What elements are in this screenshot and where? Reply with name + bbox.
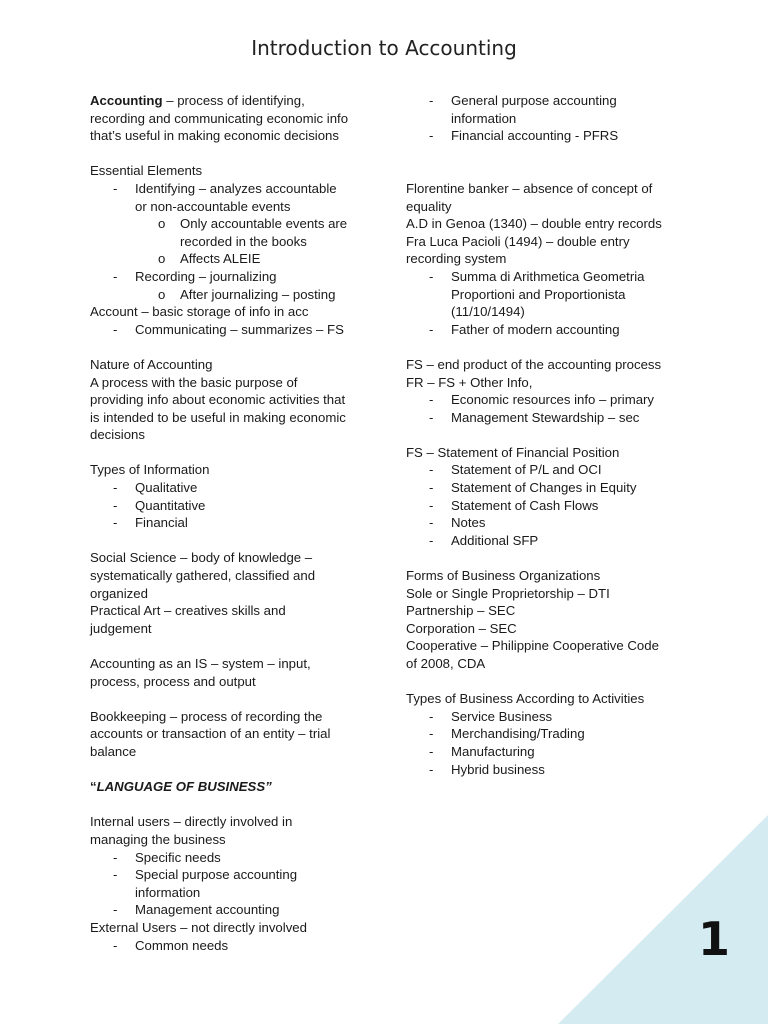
list-item: - Management accounting	[90, 901, 370, 919]
text-line: of 2008, CDA	[406, 656, 486, 671]
list-item: - Financial	[90, 514, 370, 532]
text-line: Bookkeeping – process of recording the	[90, 708, 323, 724]
text-line: Account – basic storage of info in acc	[90, 304, 309, 320]
right-column	[406, 92, 696, 778]
text-line: (11/10/1494)	[451, 304, 525, 320]
text-line: External Users – not directly involved	[90, 919, 307, 935]
list-item: - Communicating – summarizes – FS	[90, 321, 370, 339]
text-line: managing the business	[90, 831, 226, 847]
sub-list-item: o Only accountable events are	[158, 216, 348, 232]
text-line: Proportioni and Proportionista	[451, 286, 626, 302]
text-line: Practical Art – creatives skills and	[90, 603, 286, 619]
text-line: FS – Statement of Financial Position	[406, 444, 620, 460]
text-line: Social Science – body of knowledge –	[90, 550, 313, 566]
language-of-business: “LANGUAGE OF BUSINESS”	[90, 779, 272, 795]
text-line: equality	[406, 198, 452, 214]
page-title: Introduction to Accounting	[251, 36, 517, 60]
text-line: A.D in Genoa (1340) – double entry records	[406, 216, 662, 232]
list-item: - Special purpose accounting	[90, 866, 370, 884]
list-item: - Notes	[406, 514, 696, 532]
text-line: Fra Luca Pacioli (1494) – double entry	[406, 233, 630, 249]
text-line: Sole or Single Proprietorship – DTI	[406, 585, 610, 601]
section-heading: Nature of Accounting	[90, 356, 213, 372]
list-item: - Merchandising/Trading	[406, 725, 696, 743]
text-line: Corporation – SEC	[406, 620, 517, 636]
text-line: FS – end product of the accounting process	[406, 356, 662, 372]
sub-list-item: o After journalizing – posting	[158, 286, 336, 302]
text-line: is intended to be useful in making economic	[90, 409, 346, 425]
text-line: balance	[90, 743, 137, 759]
list-item: - Quantitative	[90, 497, 370, 515]
sub-list-item: o Affects ALEIE	[158, 251, 261, 267]
list-item: - Qualitative	[90, 479, 370, 497]
list-item: - Manufacturing	[406, 743, 696, 761]
text-line: Internal users – directly involved in	[90, 814, 293, 830]
text-line: providing info about economic activities that	[90, 392, 346, 408]
list-item: - Statement of Cash Flows	[406, 497, 696, 515]
text-line: that’s useful in making economic decisions	[90, 128, 339, 144]
text-line: information	[451, 110, 517, 126]
text-line: recording system	[406, 251, 507, 267]
text-line: Cooperative – Philippine Cooperative Code	[406, 638, 659, 654]
text-line: Florentine banker – absence of concept of	[406, 180, 653, 196]
text-line: judgement	[90, 620, 152, 636]
list-item: - Additional SFP	[406, 532, 696, 550]
text-line: FR – FS + Other Info,	[406, 374, 533, 390]
page-number: 1	[698, 912, 731, 966]
text-line: or non-accountable events	[135, 198, 291, 214]
text-line: decisions	[90, 427, 145, 443]
text-line: organized	[90, 585, 148, 601]
list-item: - Summa di Arithmetica Geometria	[406, 268, 696, 286]
list-item: - Father of modern accounting	[406, 321, 696, 339]
list-item: - Specific needs	[90, 849, 370, 867]
list-item: - Statement of P/L and OCI	[406, 461, 696, 479]
list-item: - Identifying – analyzes accountable	[90, 180, 370, 198]
text-line: recorded in the books	[180, 233, 307, 249]
section-heading: Forms of Business Organizations	[406, 568, 601, 584]
text-line: systematically gathered, classified and	[90, 568, 316, 584]
list-item: - General purpose accounting	[406, 92, 696, 110]
list-item: - Hybrid business	[406, 761, 696, 779]
accounting-definition: Accounting – process of identifying,	[90, 93, 305, 108]
text-line: accounts or transaction of an entity – trial	[90, 726, 331, 742]
text-line: Accounting as an IS – system – input,	[90, 656, 311, 671]
text-line: A process with the basic purpose of	[90, 374, 298, 390]
text-line: information	[135, 884, 201, 900]
text-line: recording and communicating economic info	[90, 110, 349, 126]
text-line: process, process and output	[90, 673, 256, 689]
list-item: - Management Stewardship – sec	[406, 409, 696, 427]
section-heading: Types of Business According to Activities	[406, 691, 645, 707]
section-heading: Types of Information	[90, 462, 210, 478]
left-column	[90, 92, 370, 954]
list-item: - Financial accounting - PFRS	[406, 127, 696, 145]
list-item: - Economic resources info – primary	[406, 391, 696, 409]
list-item: - Recording – journalizing	[90, 268, 370, 286]
section-heading: Essential Elements	[90, 163, 203, 179]
text-line: Partnership – SEC	[406, 603, 516, 619]
list-item: - Common needs	[90, 937, 370, 955]
list-item: - Service Business	[406, 708, 696, 726]
list-item: - Statement of Changes in Equity	[406, 479, 696, 497]
